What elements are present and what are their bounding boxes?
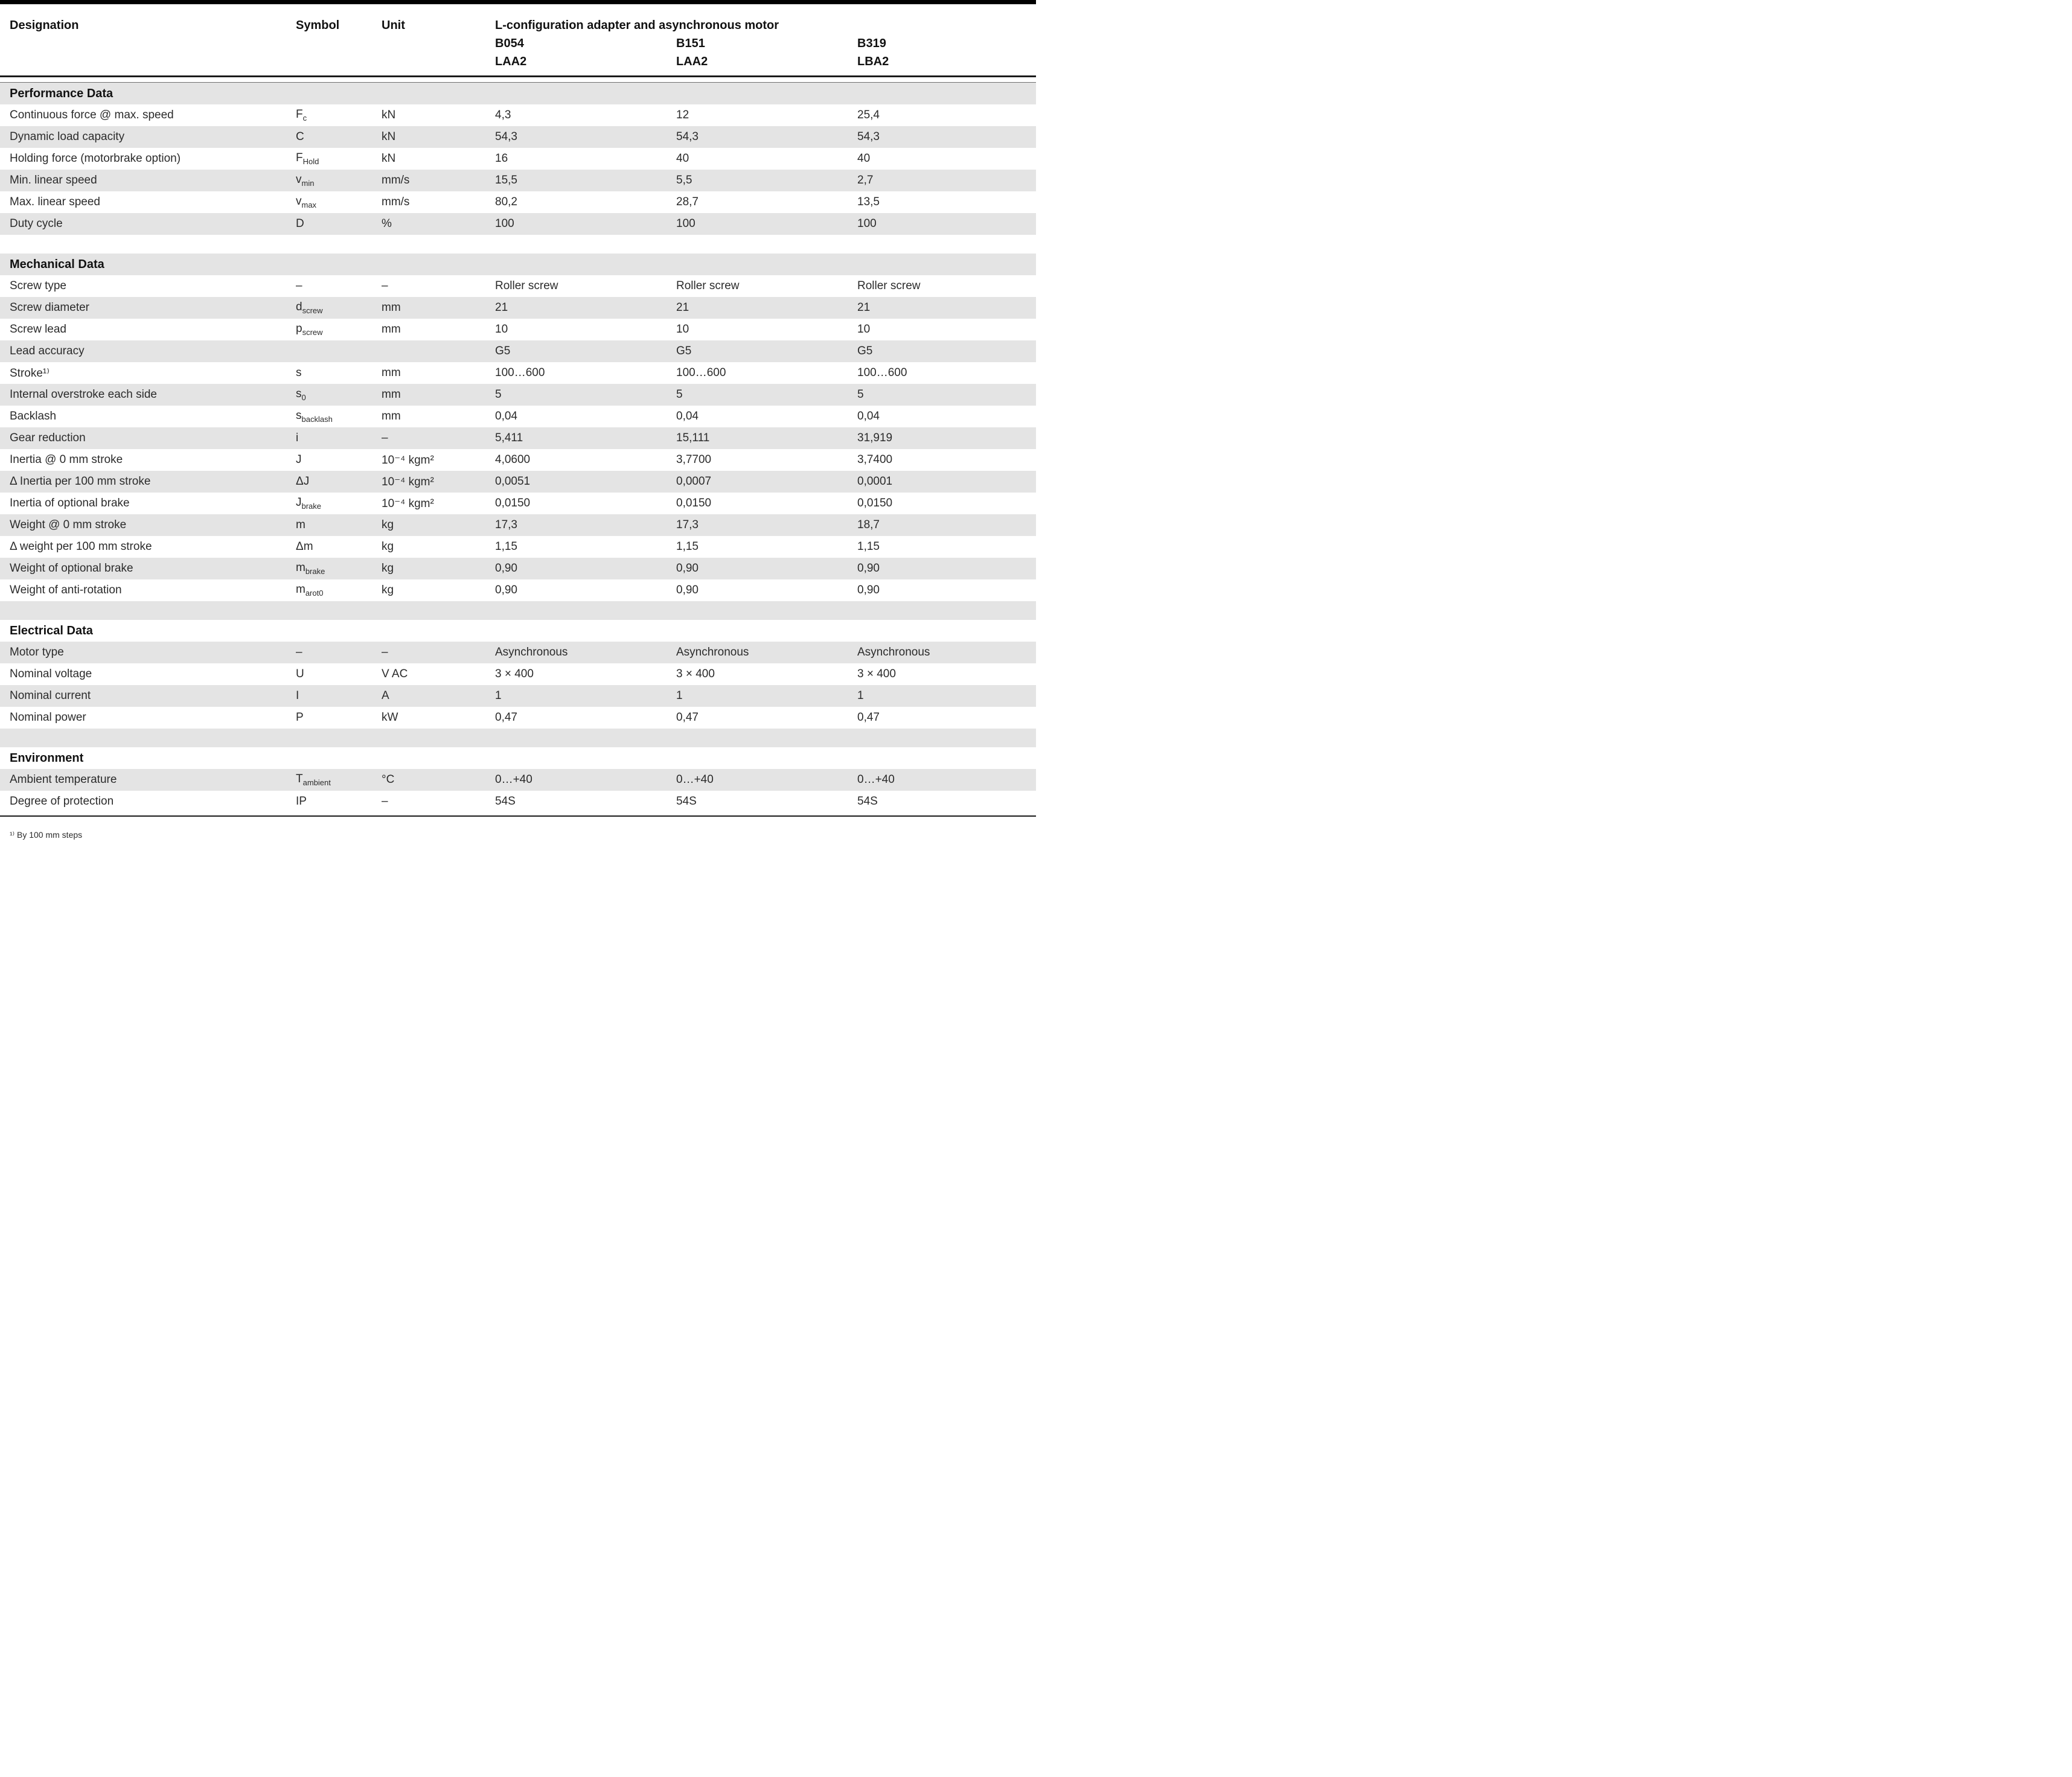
symbol-subscript: brake <box>305 567 325 576</box>
unit-cell: – <box>382 795 388 808</box>
designation-cell: Ambient temperature <box>10 773 117 786</box>
value-cell: 0,0001 <box>857 475 893 488</box>
spec-row <box>0 191 1036 213</box>
header-spacer-cell <box>296 53 382 77</box>
symbol-subscript: screw <box>302 306 323 315</box>
datasheet-page <box>0 0 1036 882</box>
unit-cell: 10⁻⁴ kgm² <box>382 497 434 510</box>
value-cell: 10 <box>495 323 508 336</box>
value-cell: 3,7400 <box>857 453 893 466</box>
value-cell: 12 <box>676 109 689 121</box>
value-cell: 5 <box>676 388 683 401</box>
unit-cell: A <box>382 689 389 702</box>
unit-cell: kN <box>382 152 396 165</box>
symbol-subscript: ambient <box>302 778 331 787</box>
designation-cell: Motor type <box>10 646 64 659</box>
unit-cell: kN <box>382 109 396 121</box>
symbol-cell <box>296 449 382 471</box>
table-bottom-rule <box>0 812 1036 816</box>
section-header-row <box>0 620 1036 642</box>
value-cell: 0…+40 <box>495 773 532 786</box>
unit-cell: kg <box>382 540 394 553</box>
value-cell: 54S <box>857 795 878 808</box>
unit-cell: mm <box>382 410 401 423</box>
designation-cell: Max. linear speed <box>10 196 100 208</box>
symbol-base: s <box>296 409 302 422</box>
spec-row <box>0 707 1036 729</box>
section-spacer-row <box>0 235 1036 254</box>
symbol-base: – <box>296 646 302 659</box>
unit-cell: 10⁻⁴ kgm² <box>382 453 434 467</box>
value-cell: 0,0007 <box>676 475 712 488</box>
value-cell: 54S <box>495 795 516 808</box>
designation-cell: Δ Inertia per 100 mm stroke <box>10 475 151 488</box>
value-cell: 1,15 <box>857 540 880 553</box>
symbol-base: p <box>296 322 302 335</box>
value-cell: 25,4 <box>857 109 880 121</box>
header-row-labels <box>0 9 1036 34</box>
value-cell: 1 <box>676 689 683 702</box>
value-cell: 0,90 <box>857 562 880 575</box>
value-cell: 3 × 400 <box>676 668 715 680</box>
value-cell: 0,0051 <box>495 475 531 488</box>
designation-cell: Backlash <box>10 410 57 423</box>
value-cell: G5 <box>857 345 873 357</box>
spec-row <box>0 642 1036 663</box>
value-cell: 1 <box>495 689 502 702</box>
spec-row <box>0 791 1036 812</box>
value-cell: 31,919 <box>857 432 893 444</box>
unit-cell: mm <box>382 366 401 379</box>
unit-cell: kW <box>382 711 398 724</box>
col-header-unit: Unit <box>382 18 405 32</box>
value-cell: 0,47 <box>857 711 880 724</box>
unit-cell: V AC <box>382 668 408 680</box>
designation-cell: Stroke¹⁾ <box>10 366 50 380</box>
value-cell: 2,7 <box>857 174 874 187</box>
spec-row <box>0 493 1036 514</box>
spec-row <box>0 427 1036 449</box>
value-cell: 0,04 <box>676 410 699 423</box>
symbol-cell <box>296 213 382 235</box>
value-cell: 0,90 <box>857 584 880 596</box>
value-cell: 0,04 <box>495 410 517 423</box>
value-cell: 21 <box>495 301 508 314</box>
unit-cell <box>382 340 495 362</box>
symbol-base: U <box>296 668 304 680</box>
value-cell: 0,90 <box>676 584 699 596</box>
unit-cell: mm/s <box>382 174 410 187</box>
value-cell: 15,111 <box>676 432 710 444</box>
symbol-base: i <box>296 432 299 444</box>
designation-cell: Screw lead <box>10 323 66 336</box>
model-variant-lba2: LBA2 <box>857 53 1036 77</box>
unit-cell: °C <box>382 773 395 786</box>
symbol-base: J <box>296 453 302 466</box>
value-cell: 100 <box>676 217 695 230</box>
value-cell: 0,47 <box>676 711 699 724</box>
unit-cell: kN <box>382 130 396 143</box>
value-cell: 21 <box>676 301 689 314</box>
value-cell: 13,5 <box>857 196 880 208</box>
section-header-row <box>0 747 1036 769</box>
spec-row <box>0 406 1036 427</box>
symbol-base: F <box>296 152 303 164</box>
value-cell: 28,7 <box>676 196 699 208</box>
symbol-base: – <box>296 279 302 292</box>
symbol-base: IP <box>296 795 307 808</box>
value-cell: 5,411 <box>495 432 523 444</box>
symbol-cell <box>296 791 382 812</box>
symbol-base: I <box>296 689 299 702</box>
value-cell: 3 × 400 <box>857 668 896 680</box>
unit-cell: kg <box>382 584 394 596</box>
value-cell: 100…600 <box>676 366 726 379</box>
symbol-base: F <box>296 108 303 121</box>
unit-cell: – <box>382 646 388 659</box>
model-code-b319: B319 <box>857 36 886 50</box>
value-cell: 54,3 <box>676 130 699 143</box>
value-cell: 0,47 <box>495 711 517 724</box>
spec-row <box>0 340 1036 362</box>
symbol-base: m <box>296 518 305 531</box>
value-cell: 4,3 <box>495 109 511 121</box>
symbol-cell <box>296 384 382 406</box>
value-cell: 54S <box>676 795 697 808</box>
unit-cell: – <box>382 432 388 444</box>
value-cell: Roller screw <box>676 279 740 292</box>
value-cell: 100…600 <box>857 366 907 379</box>
value-cell: 0,0150 <box>495 497 531 509</box>
designation-cell: Degree of protection <box>10 795 114 808</box>
symbol-cell <box>296 769 382 791</box>
value-cell: 100 <box>495 217 514 230</box>
value-cell: G5 <box>676 345 692 357</box>
value-cell: Roller screw <box>495 279 558 292</box>
unit-cell: mm <box>382 323 401 336</box>
section-spacer-cell <box>0 235 1036 254</box>
spec-row <box>0 126 1036 148</box>
table-bottom-rule-cell <box>0 812 1036 816</box>
symbol-subscript: arot0 <box>305 589 324 598</box>
symbol-cell <box>296 406 382 427</box>
value-cell: 0,04 <box>857 410 880 423</box>
col-header-configuration-group: L-configuration adapter and asynchronous motor <box>495 18 779 32</box>
spec-row <box>0 104 1036 126</box>
designation-cell: Weight of optional brake <box>10 562 133 575</box>
symbol-cell <box>296 514 382 536</box>
value-cell: Asynchronous <box>857 646 930 659</box>
section-title: Electrical Data <box>10 624 93 637</box>
value-cell: 80,2 <box>495 196 517 208</box>
symbol-cell <box>296 558 382 579</box>
spec-table <box>0 9 1036 817</box>
value-cell: 54,3 <box>495 130 517 143</box>
header-spacer-cell <box>0 34 296 53</box>
symbol-cell <box>296 536 382 558</box>
value-cell: 0,0150 <box>676 497 712 509</box>
value-cell: 0,90 <box>495 562 517 575</box>
symbol-cell <box>296 642 382 663</box>
symbol-cell <box>296 707 382 729</box>
value-cell: 15,5 <box>495 174 517 187</box>
spec-row <box>0 384 1036 406</box>
section-spacer-row <box>0 601 1036 620</box>
symbol-cell <box>296 340 382 362</box>
value-cell: 3,7700 <box>676 453 712 466</box>
value-cell: 1 <box>857 689 864 702</box>
symbol-cell <box>296 104 382 126</box>
designation-cell: Lead accuracy <box>10 345 85 357</box>
model-variant-laa2: LAA2 <box>676 53 857 77</box>
designation-cell: Screw type <box>10 279 66 292</box>
designation-cell: Holding force (motorbrake option) <box>10 152 181 165</box>
value-cell: 18,7 <box>857 518 880 531</box>
symbol-cell <box>296 663 382 685</box>
designation-cell: Nominal current <box>10 689 91 702</box>
value-cell: 54,3 <box>857 130 880 143</box>
spec-row <box>0 514 1036 536</box>
symbol-subscript: screw <box>302 328 323 337</box>
symbol-base: Δm <box>296 540 313 553</box>
value-cell: Asynchronous <box>676 646 749 659</box>
symbol-subscript: Hold <box>302 157 319 166</box>
header-spacer-cell <box>0 53 296 77</box>
symbol-cell <box>296 148 382 170</box>
value-cell: 10 <box>857 323 871 336</box>
symbol-subscript: c <box>302 113 307 123</box>
designation-cell: Weight @ 0 mm stroke <box>10 518 127 531</box>
value-cell: 5,5 <box>676 174 692 187</box>
symbol-cell <box>296 685 382 707</box>
symbol-base: s <box>296 366 302 379</box>
spec-row <box>0 319 1036 340</box>
value-cell: 1,15 <box>495 540 517 553</box>
unit-cell: mm <box>382 388 401 401</box>
value-cell: 0…+40 <box>857 773 895 786</box>
value-cell: 40 <box>676 152 689 165</box>
section-title: Environment <box>10 751 84 765</box>
spec-row <box>0 663 1036 685</box>
header-spacer-cell <box>296 34 382 53</box>
unit-cell: % <box>382 217 392 230</box>
value-cell: 17,3 <box>676 518 699 531</box>
symbol-base: v <box>296 195 302 208</box>
symbol-base: C <box>296 130 304 143</box>
designation-cell: Inertia of optional brake <box>10 497 130 509</box>
table-header <box>0 9 1036 77</box>
spec-row <box>0 297 1036 319</box>
unit-cell: mm <box>382 301 401 314</box>
symbol-base: ΔJ <box>296 475 310 488</box>
value-cell: G5 <box>495 345 511 357</box>
symbol-subscript: backlash <box>301 415 333 424</box>
value-cell: Asynchronous <box>495 646 568 659</box>
value-cell: 5 <box>857 388 864 401</box>
unit-cell: kg <box>382 518 394 531</box>
designation-cell: Min. linear speed <box>10 174 97 187</box>
top-rule <box>0 0 1036 4</box>
value-cell: 0,0150 <box>857 497 893 509</box>
designation-cell: Continuous force @ max. speed <box>10 109 174 121</box>
value-cell: 10 <box>676 323 689 336</box>
value-cell: 21 <box>857 301 871 314</box>
value-cell: 40 <box>857 152 871 165</box>
footnote: ¹⁾ By 100 mm steps <box>10 830 83 840</box>
header-thin-rule <box>0 77 1036 83</box>
symbol-cell <box>296 170 382 191</box>
unit-cell: – <box>382 279 388 292</box>
unit-cell: mm/s <box>382 196 410 208</box>
symbol-subscript: min <box>301 179 315 188</box>
unit-cell: 10⁻⁴ kgm² <box>382 475 434 488</box>
model-code-b054: B054 <box>495 36 524 50</box>
symbol-cell <box>296 493 382 514</box>
symbol-cell <box>296 126 382 148</box>
spec-row <box>0 213 1036 235</box>
value-cell: 100 <box>857 217 877 230</box>
model-code-b151: B151 <box>676 36 705 50</box>
value-cell: 0…+40 <box>676 773 714 786</box>
symbol-base: T <box>296 773 303 785</box>
header-spacer-cell <box>382 34 495 53</box>
header-thin-rule-cell <box>0 77 1036 83</box>
designation-cell: Nominal voltage <box>10 668 92 680</box>
designation-cell: Internal overstroke each side <box>10 388 157 401</box>
designation-cell: Nominal power <box>10 711 86 724</box>
symbol-cell <box>296 362 382 384</box>
symbol-cell <box>296 471 382 493</box>
spec-row <box>0 579 1036 601</box>
spec-row <box>0 170 1036 191</box>
symbol-cell <box>296 579 382 601</box>
section-title: Mechanical Data <box>10 257 104 271</box>
spec-row <box>0 685 1036 707</box>
value-cell: 1,15 <box>676 540 699 553</box>
spec-row <box>0 536 1036 558</box>
spec-row <box>0 471 1036 493</box>
value-cell: 4,0600 <box>495 453 531 466</box>
designation-cell: Δ weight per 100 mm stroke <box>10 540 152 553</box>
value-cell: 0,90 <box>676 562 699 575</box>
spec-row <box>0 148 1036 170</box>
symbol-base: m <box>296 561 305 574</box>
symbol-cell <box>296 297 382 319</box>
symbol-base: m <box>296 583 305 596</box>
designation-cell: Screw diameter <box>10 301 89 314</box>
header-row-model-codes <box>0 34 1036 53</box>
value-cell: 0,90 <box>495 584 517 596</box>
section-spacer-cell <box>0 729 1036 747</box>
symbol-cell <box>296 427 382 449</box>
col-header-designation: Designation <box>10 18 79 32</box>
value-cell: Roller screw <box>857 279 921 292</box>
spec-row <box>0 362 1036 384</box>
model-variant-laa2: LAA2 <box>495 53 676 77</box>
symbol-base: d <box>296 301 302 313</box>
symbol-cell <box>296 275 382 297</box>
section-header-row <box>0 254 1036 275</box>
designation-cell: Inertia @ 0 mm stroke <box>10 453 123 466</box>
symbol-cell <box>296 319 382 340</box>
symbol-base: v <box>296 173 302 186</box>
table-body <box>0 77 1036 817</box>
section-spacer-row <box>0 729 1036 747</box>
symbol-cell <box>296 191 382 213</box>
section-title: Performance Data <box>10 86 114 100</box>
header-row-model-variants <box>0 53 1036 77</box>
value-cell: 5 <box>495 388 502 401</box>
designation-cell: Weight of anti-rotation <box>10 584 122 596</box>
col-header-symbol: Symbol <box>296 18 340 32</box>
symbol-base: P <box>296 711 304 724</box>
designation-cell: Gear reduction <box>10 432 86 444</box>
unit-cell: kg <box>382 562 394 575</box>
value-cell: 100…600 <box>495 366 545 379</box>
value-cell: 3 × 400 <box>495 668 534 680</box>
symbol-subscript: 0 <box>301 393 306 402</box>
value-cell: 17,3 <box>495 518 517 531</box>
symbol-subscript: max <box>301 200 317 209</box>
section-header-row <box>0 83 1036 105</box>
symbol-base: J <box>296 496 302 509</box>
spec-row <box>0 769 1036 791</box>
header-spacer-cell <box>382 53 495 77</box>
symbol-subscript: brake <box>301 502 322 511</box>
designation-cell: Dynamic load capacity <box>10 130 125 143</box>
spec-row <box>0 275 1036 297</box>
designation-cell: Duty cycle <box>10 217 63 230</box>
section-spacer-cell <box>0 601 1036 620</box>
spec-row <box>0 449 1036 471</box>
value-cell: 16 <box>495 152 508 165</box>
spec-row <box>0 558 1036 579</box>
symbol-base: s <box>296 388 302 400</box>
symbol-base: D <box>296 217 304 230</box>
